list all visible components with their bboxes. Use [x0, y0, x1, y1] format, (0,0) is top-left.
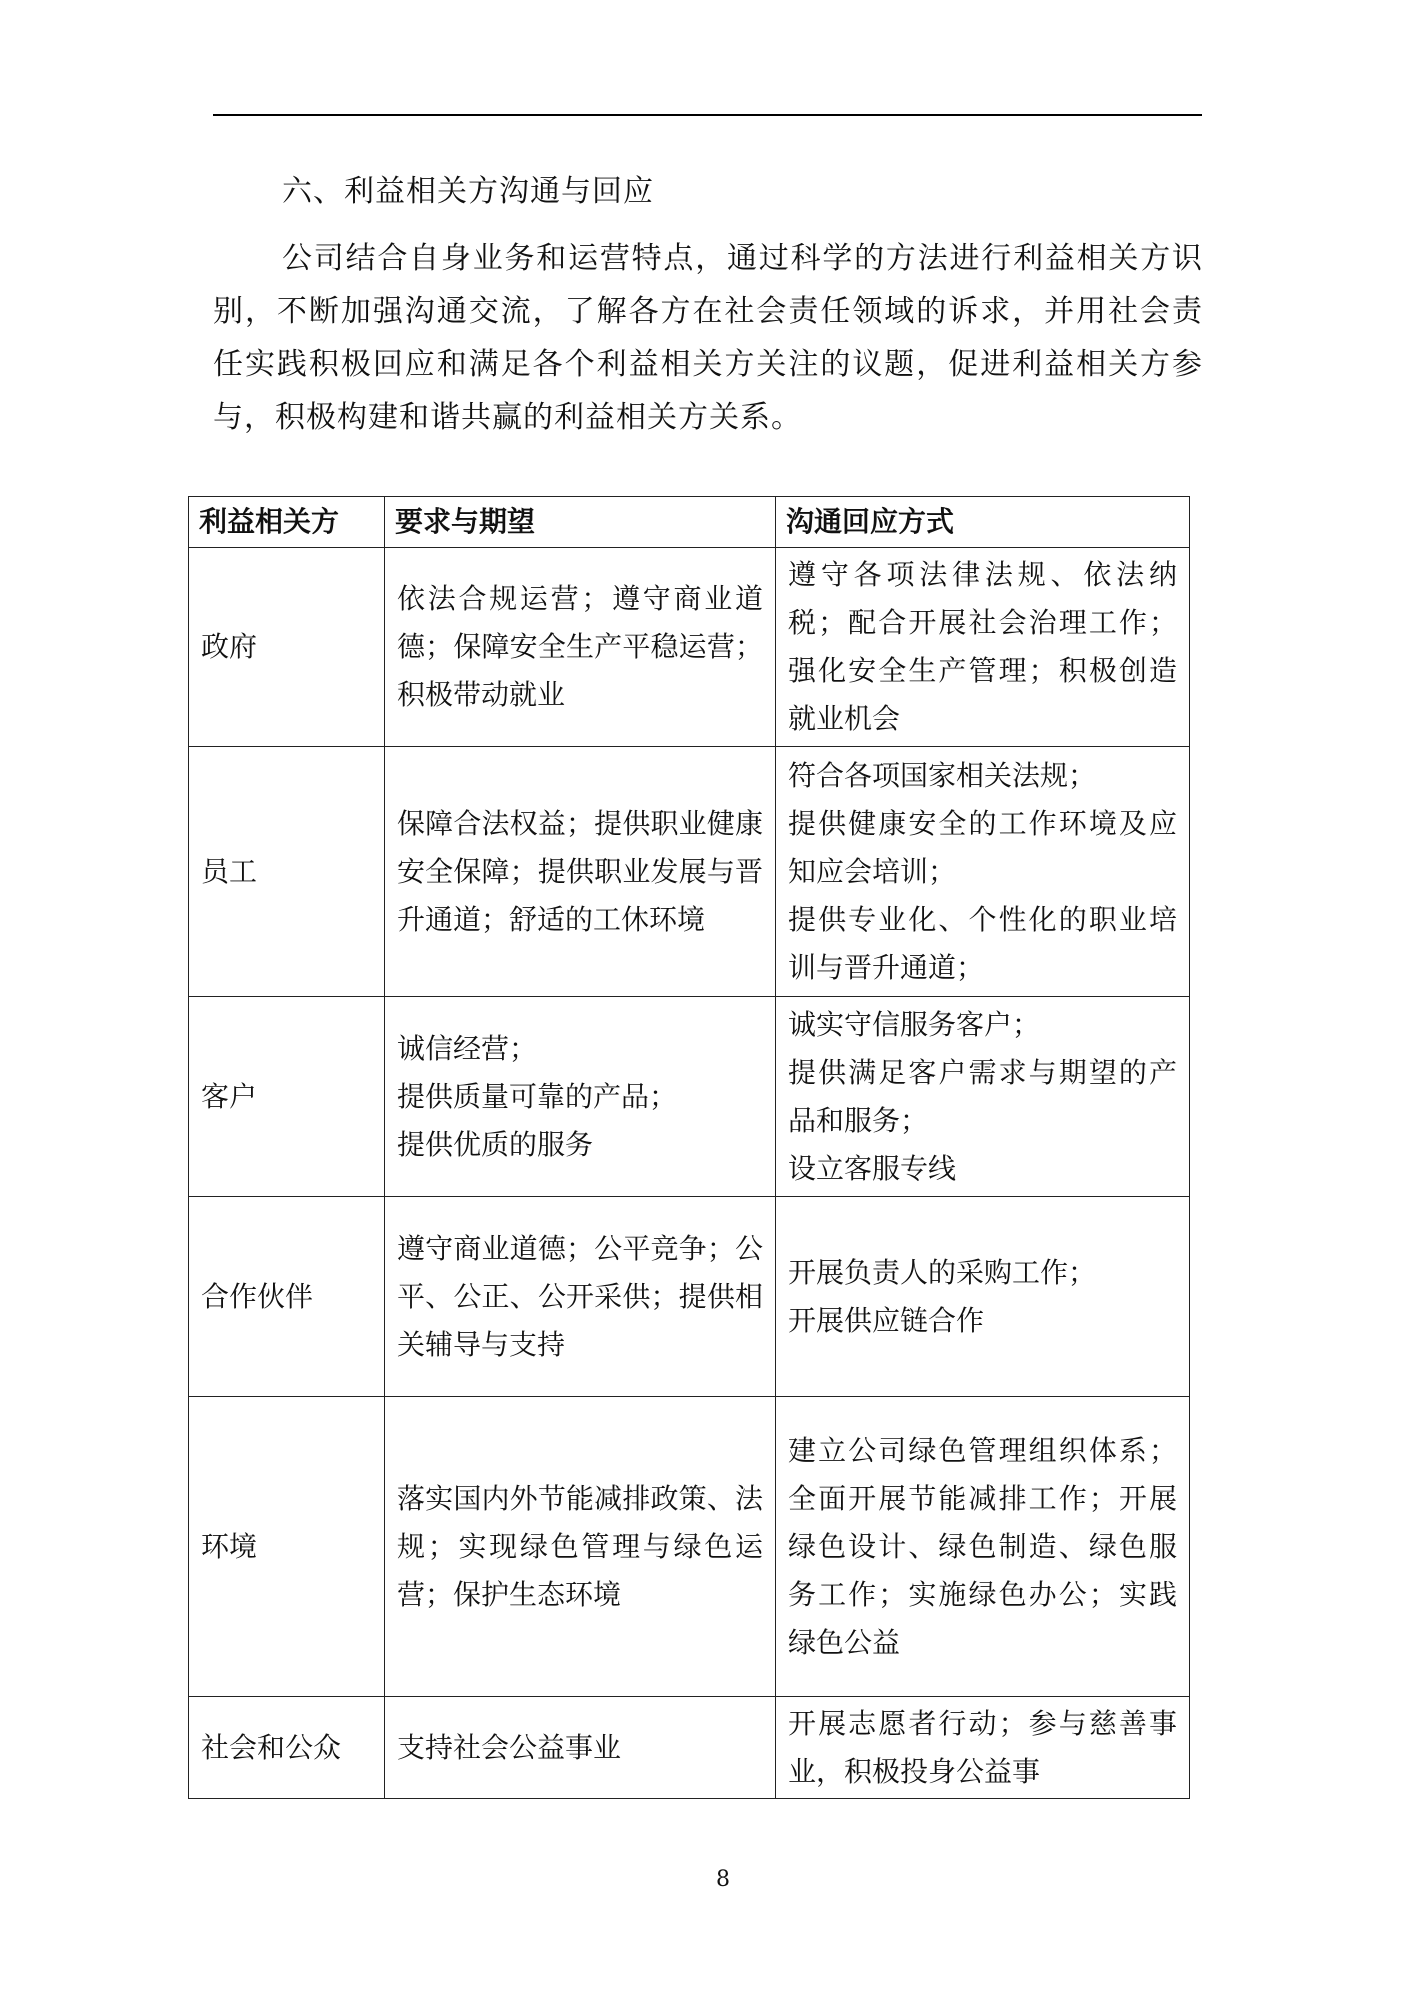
stakeholder-table [188, 496, 1190, 1799]
party-cell: 环境 [189, 1397, 385, 1697]
section-heading: 六、利益相关方沟通与回应 [282, 174, 654, 209]
response-text: 建立公司绿色管理组织体系；全面开展节能减排工作；开展绿色设计、绿色制造、绿色服务工作；实施绿色办公；实践绿色公益 [788, 1433, 1177, 1659]
responses-cell [776, 997, 1190, 1197]
response-text: 提供专业化、个性化的职业培训与晋升通道； [788, 902, 1177, 984]
table-row [189, 1197, 1190, 1397]
party-cell: 员工 [189, 747, 385, 997]
expectation-text: 提供优质的服务 [397, 1127, 594, 1161]
responses-cell [776, 747, 1190, 997]
party-cell: 合作伙伴 [189, 1197, 385, 1397]
response-text: 开展负责人的采购工作； [788, 1255, 1097, 1289]
page-number: 8 [716, 1867, 730, 1892]
expectations-cell [385, 747, 776, 997]
responses-cell [776, 1697, 1190, 1799]
intro-paragraph: 公司结合自身业务和运营特点，通过科学的方法进行利益相关方识别，不断加强沟通交流，了解各方在社会责任领域的诉求，并用社会责任实践积极回应和满足各个利益相关方关注的议题，促进利益相关方参与，积极构建和谐共赢的利益相关方关系。 [213, 241, 1203, 435]
expectations-cell [385, 1697, 776, 1799]
expectation-text: 保障合法权益；提供职业健康安全保障；提供职业发展与晋升通道；舒适的工休环境 [397, 806, 763, 936]
expectation-text: 落实国内外节能减排政策、法规；实现绿色管理与绿色运营；保护生态环境 [397, 1481, 763, 1611]
response-text: 开展志愿者行动；参与慈善事业，积极投身公益事 [788, 1706, 1177, 1788]
responses-cell [776, 1397, 1190, 1697]
expectations-cell [385, 1397, 776, 1697]
expectation-text: 依法合规运营；遵守商业道德；保障安全生产平稳运营；积极带动就业 [397, 582, 763, 711]
party-cell: 客户 [189, 997, 385, 1197]
expectation-text: 提供质量可靠的产品； [397, 1079, 678, 1113]
expectations-cell [385, 997, 776, 1197]
expectations-cell [385, 548, 776, 747]
response-text: 遵守各项法律法规、依法纳税；配合开展社会治理工作；强化安全生产管理；积极创造就业机会 [788, 558, 1177, 735]
response-text: 符合各项国家相关法规； [788, 758, 1097, 792]
response-text: 提供健康安全的工作环境及应知应会培训； [788, 806, 1177, 888]
header-stakeholder: 利益相关方 [189, 497, 385, 548]
header-rule [213, 114, 1202, 116]
response-text: 开展供应链合作 [788, 1303, 985, 1337]
table-row [189, 997, 1190, 1197]
response-text: 设立客服专线 [788, 1151, 957, 1185]
table-row [189, 1397, 1190, 1697]
expectations-cell [385, 1197, 776, 1397]
table-row [189, 548, 1190, 747]
expectation-text: 遵守商业道德；公平竞争；公平、公正、公开采供；提供相关辅导与支持 [397, 1231, 763, 1361]
response-text: 诚实守信服务客户； [788, 1007, 1041, 1041]
expectation-text: 诚信经营； [397, 1031, 538, 1065]
table-row [189, 747, 1190, 997]
responses-cell [776, 548, 1190, 747]
table-header-row [189, 497, 1190, 548]
header-responses: 沟通回应方式 [776, 497, 1190, 548]
responses-cell [776, 1197, 1190, 1397]
party-cell: 政府 [189, 548, 385, 747]
expectation-text: 支持社会公益事业 [397, 1730, 622, 1764]
table-row [189, 1697, 1190, 1799]
party-cell: 社会和公众 [189, 1697, 385, 1799]
response-text: 提供满足客户需求与期望的产品和服务； [788, 1055, 1177, 1137]
header-expectations: 要求与期望 [385, 497, 776, 548]
